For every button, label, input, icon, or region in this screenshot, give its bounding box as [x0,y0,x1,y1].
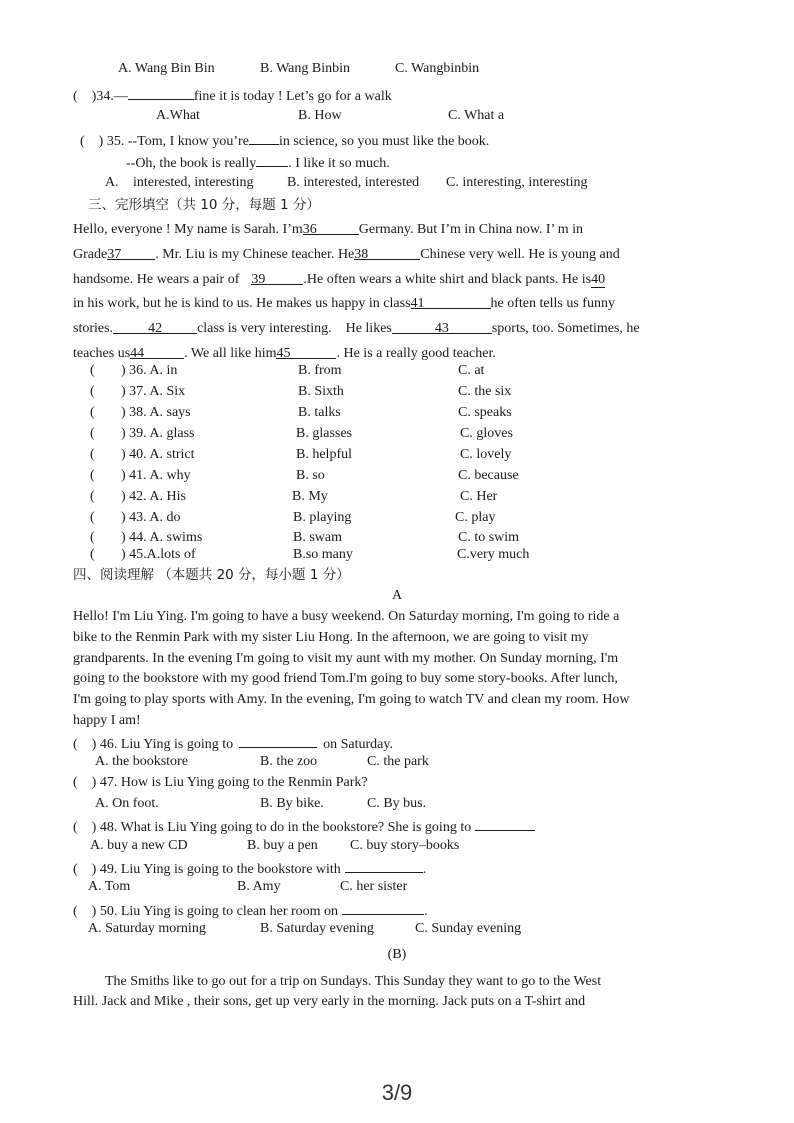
passage-a-line: grandparents. In the evening I'm going to visit my aunt with my mother. On Sunday morning, I'm [73,651,619,666]
cloze-text: . He is a really good teacher. [336,346,496,361]
q34-text: fine it is today ! Let’s go for a walk [193,89,392,104]
cloze-blank-43 [392,319,492,334]
page-number: 3/9 [381,1080,413,1105]
cloze-item-44: ) 44. A. swims [121,530,203,545]
blank-number: 45 [276,346,291,361]
q48-paren: ( [73,820,78,835]
cloze-item-37-b: B. Sixth [298,384,344,399]
q34-paren: ( [73,89,78,104]
cloze-blank-42 [113,319,197,334]
cloze-blank-39 [251,270,303,285]
q48-text: ) 48. What is Liu Ying going to do in the bookstore? She is going to [91,820,472,835]
q35-tail: in science, so you must like the book. [278,134,490,149]
cloze-paren: ( [90,468,95,483]
q46-option-c: C. the park [367,754,429,769]
section3-title: 三、完形填空（共 10 分，每题 1 分） [88,197,320,213]
blank-number: 38 [354,247,369,262]
q49-text: ) 49. Liu Ying is going to the bookstore with [91,862,341,877]
cloze-paren: ( [90,384,95,399]
q49-option-c: C. her sister [340,879,408,894]
cloze-blank-41 [411,294,491,309]
q46-option-b: B. the zoo [260,754,318,769]
q34-option-c: C. What a [448,108,505,123]
q50-blank [342,900,424,915]
q35-paren: ( [80,134,85,149]
cloze-text: .He often wears a white shirt and black pants. He is [303,272,592,287]
q46-option-a: A. the bookstore [95,754,188,769]
passage-a-line: happy I am! [73,713,141,728]
blank-number: 37 [107,247,122,262]
cloze-line-5 [73,319,708,339]
q33-option-c: C. Wangbinbin [395,61,480,76]
cloze-text: he often tells us funny [490,296,615,311]
cloze-item-39-c: C. gloves [460,426,513,441]
cloze-item-36: ) 36. A. in [121,363,178,378]
cloze-item-37-c: C. the six [458,384,512,399]
cloze-item-38-c: C. speaks [458,405,512,420]
passage-b-line: The Smiths like to go out for a trip on Sundays. This Sunday they want to go to the West [105,974,602,989]
q35-head: ) 35. --Tom, I know you’re [98,134,249,149]
q47-paren: ( [73,775,78,790]
q35-blank-2 [256,152,288,167]
cloze-text: teaches us [73,346,131,361]
q50-tail: . [424,904,428,919]
cloze-text: . Mr. Liu is my Chinese teacher. He [155,247,355,262]
passage-a-line: going to the bookstore with my good friend Tom.I'm going to buy some story-books. After lunch, [73,671,618,686]
q34-question [73,85,392,106]
q48-blank [475,816,535,831]
cloze-text: Germany. But I’m in China now. I’ m in [358,222,583,237]
q33-option-b: B. Wang Binbin [260,61,351,76]
cloze-item-44-c: C. to swim [458,530,520,545]
cloze-text: sports, too. Sometimes, he [491,321,640,336]
cloze-text: class is very interesting. [197,321,332,336]
cloze-item-41-b: B. so [296,468,325,483]
q34-option-b: B. How [298,108,342,123]
cloze-item-38-b: B. talks [298,405,341,420]
cloze-item-42: ) 42. A. His [121,489,186,504]
blank-number: 39 [251,272,266,287]
cloze-paren: ( [90,363,95,378]
passage-a-line: I'm going to play sports with Amy. In the evening, I'm going to watch TV and clean my room. How [73,692,630,707]
cloze-item-45-b: B.so many [293,547,353,562]
cloze-item-41: ) 41. A. why [121,468,191,483]
cloze-line-3 [73,270,708,290]
q46-paren: ( [73,737,78,752]
q47-question [73,774,368,792]
cloze-blank-40: 40 [591,272,606,287]
cloze-item-45-c: C.very much [457,547,530,562]
cloze-text: stories. [73,321,114,336]
q35-option-b: B. interested, interested [287,175,420,190]
q48-option-a: A. buy a new CD [90,838,188,853]
cloze-line-4 [73,294,708,314]
q50-option-b: B. Saturday evening [260,921,374,936]
q49-tail: . [422,862,427,877]
q50-text: ) 50. Liu Ying is going to clean her room on [91,904,339,919]
cloze-line-2 [73,245,708,265]
q50-option-a: A. Saturday morning [88,921,206,936]
cloze-item-42-c: C. Her [460,489,498,504]
cloze-item-39-b: B. glasses [296,426,352,441]
cloze-text: handsome. He wears a pair of [73,272,240,287]
cloze-blank-45 [276,344,336,359]
q35-option-a-label: A. [105,175,119,190]
q49-paren: ( [73,862,78,877]
cloze-text: Grade [73,247,108,262]
cloze-item-40: ) 40. A. strict [121,447,195,462]
q34-option-a: A.What [156,108,200,123]
cloze-item-41-c: C. because [458,468,519,483]
q50-option-c: C. Sunday evening [415,921,522,936]
q46-tail: on Saturday. [323,737,393,752]
blank-number: 42 [148,321,163,336]
q46-question [73,733,393,754]
cloze-paren: ( [90,447,95,462]
cloze-text: Hello, everyone ! My name is Sarah. I’m [73,222,303,237]
cloze-text: Chinese very well. He is young and [420,247,620,262]
cloze-item-43-c: C. play [455,510,496,525]
q35-line2-tail: . I like it so much. [288,156,390,171]
cloze-paren: ( [90,426,95,441]
cloze-item-42-b: B. My [292,489,328,504]
blank-number: 44 [130,346,145,361]
q33-option-a: A. Wang Bin Bin [118,61,215,76]
passage-b-line: Hill. Jack and Mike , their sons, get up very early in the morning. Jack puts on a T-shirt and [73,994,586,1009]
section4-title: 四、阅读理解 （本题共 20 分，每小题 1 分） [73,567,350,583]
q47-option-b: B. By bike. [260,796,324,811]
cloze-paren: ( [90,489,95,504]
passage-a-line: Hello! I'm Liu Ying. I'm going to have a busy weekend. On Saturday morning, I'm going to ride a [73,609,620,624]
cloze-item-39: ) 39. A. glass [121,426,195,441]
cloze-item-45: ) 45.A.lots of [121,547,196,562]
passage-b-label: (B) [387,947,407,962]
cloze-paren: ( [90,510,95,525]
q49-question [73,858,426,879]
q48-option-b: B. buy a pen [247,838,318,853]
cloze-item-44-b: B. swam [293,530,342,545]
cloze-item-43: ) 43. A. do [121,510,181,525]
q35-option-a: interested, interesting [133,175,254,190]
cloze-blank-36 [303,220,359,235]
q48-option-c: C. buy story–books [350,838,460,853]
q47-text: ) 47. How is Liu Ying going to the Renmin Park? [91,775,368,790]
q46-blank [239,733,317,748]
q35-blank-1 [249,130,279,145]
q35-line2 [126,152,390,173]
q47-option-c: C. By bus. [367,796,427,811]
q46-text: ) 46. Liu Ying is going to [91,737,234,752]
q34-blank [128,85,194,100]
cloze-item-40-c: C. lovely [460,447,512,462]
q50-question [73,900,428,921]
cloze-blank-37 [107,245,155,260]
cloze-text: He likes [345,321,392,336]
blank-number: 43 [434,321,449,336]
cloze-item-37: ) 37. A. Six [121,384,186,399]
cloze-paren: ( [90,405,95,420]
cloze-item-38: ) 38. A. says [121,405,191,420]
q35-line2-head: --Oh, the book is really [126,156,257,171]
cloze-item-36-b: B. from [298,363,342,378]
q49-blank [345,858,423,873]
cloze-line-6 [73,344,708,364]
cloze-item-40-b: B. helpful [296,447,352,462]
blank-number: 41 [410,296,425,311]
cloze-item-43-b: B. playing [293,510,352,525]
q50-paren: ( [73,904,78,919]
cloze-paren: ( [90,530,95,545]
cloze-item-36-c: C. at [458,363,485,378]
q34-number: )34.— [91,89,128,104]
passage-a-label: A [391,588,403,603]
q47-option-a: A. On foot. [95,796,159,811]
cloze-text: . We all like him [184,346,277,361]
cloze-line-1 [73,220,708,240]
cloze-blank-38 [354,245,420,260]
q48-question [73,816,535,837]
q49-option-b: B. Amy [237,879,281,894]
cloze-text: in his work, but he is kind to us. He makes us happy in class [73,296,411,311]
cloze-blank-44 [130,344,184,359]
q35-option-c: C. interesting, interesting [446,175,588,190]
blank-number: 36 [302,222,317,237]
q49-option-a: A. Tom [88,879,131,894]
q35-question [80,130,489,151]
passage-a-line: bike to the Renmin Park with my sister Liu Hong. In the afternoon, we are going to visit my [73,630,589,645]
cloze-paren: ( [90,547,95,562]
